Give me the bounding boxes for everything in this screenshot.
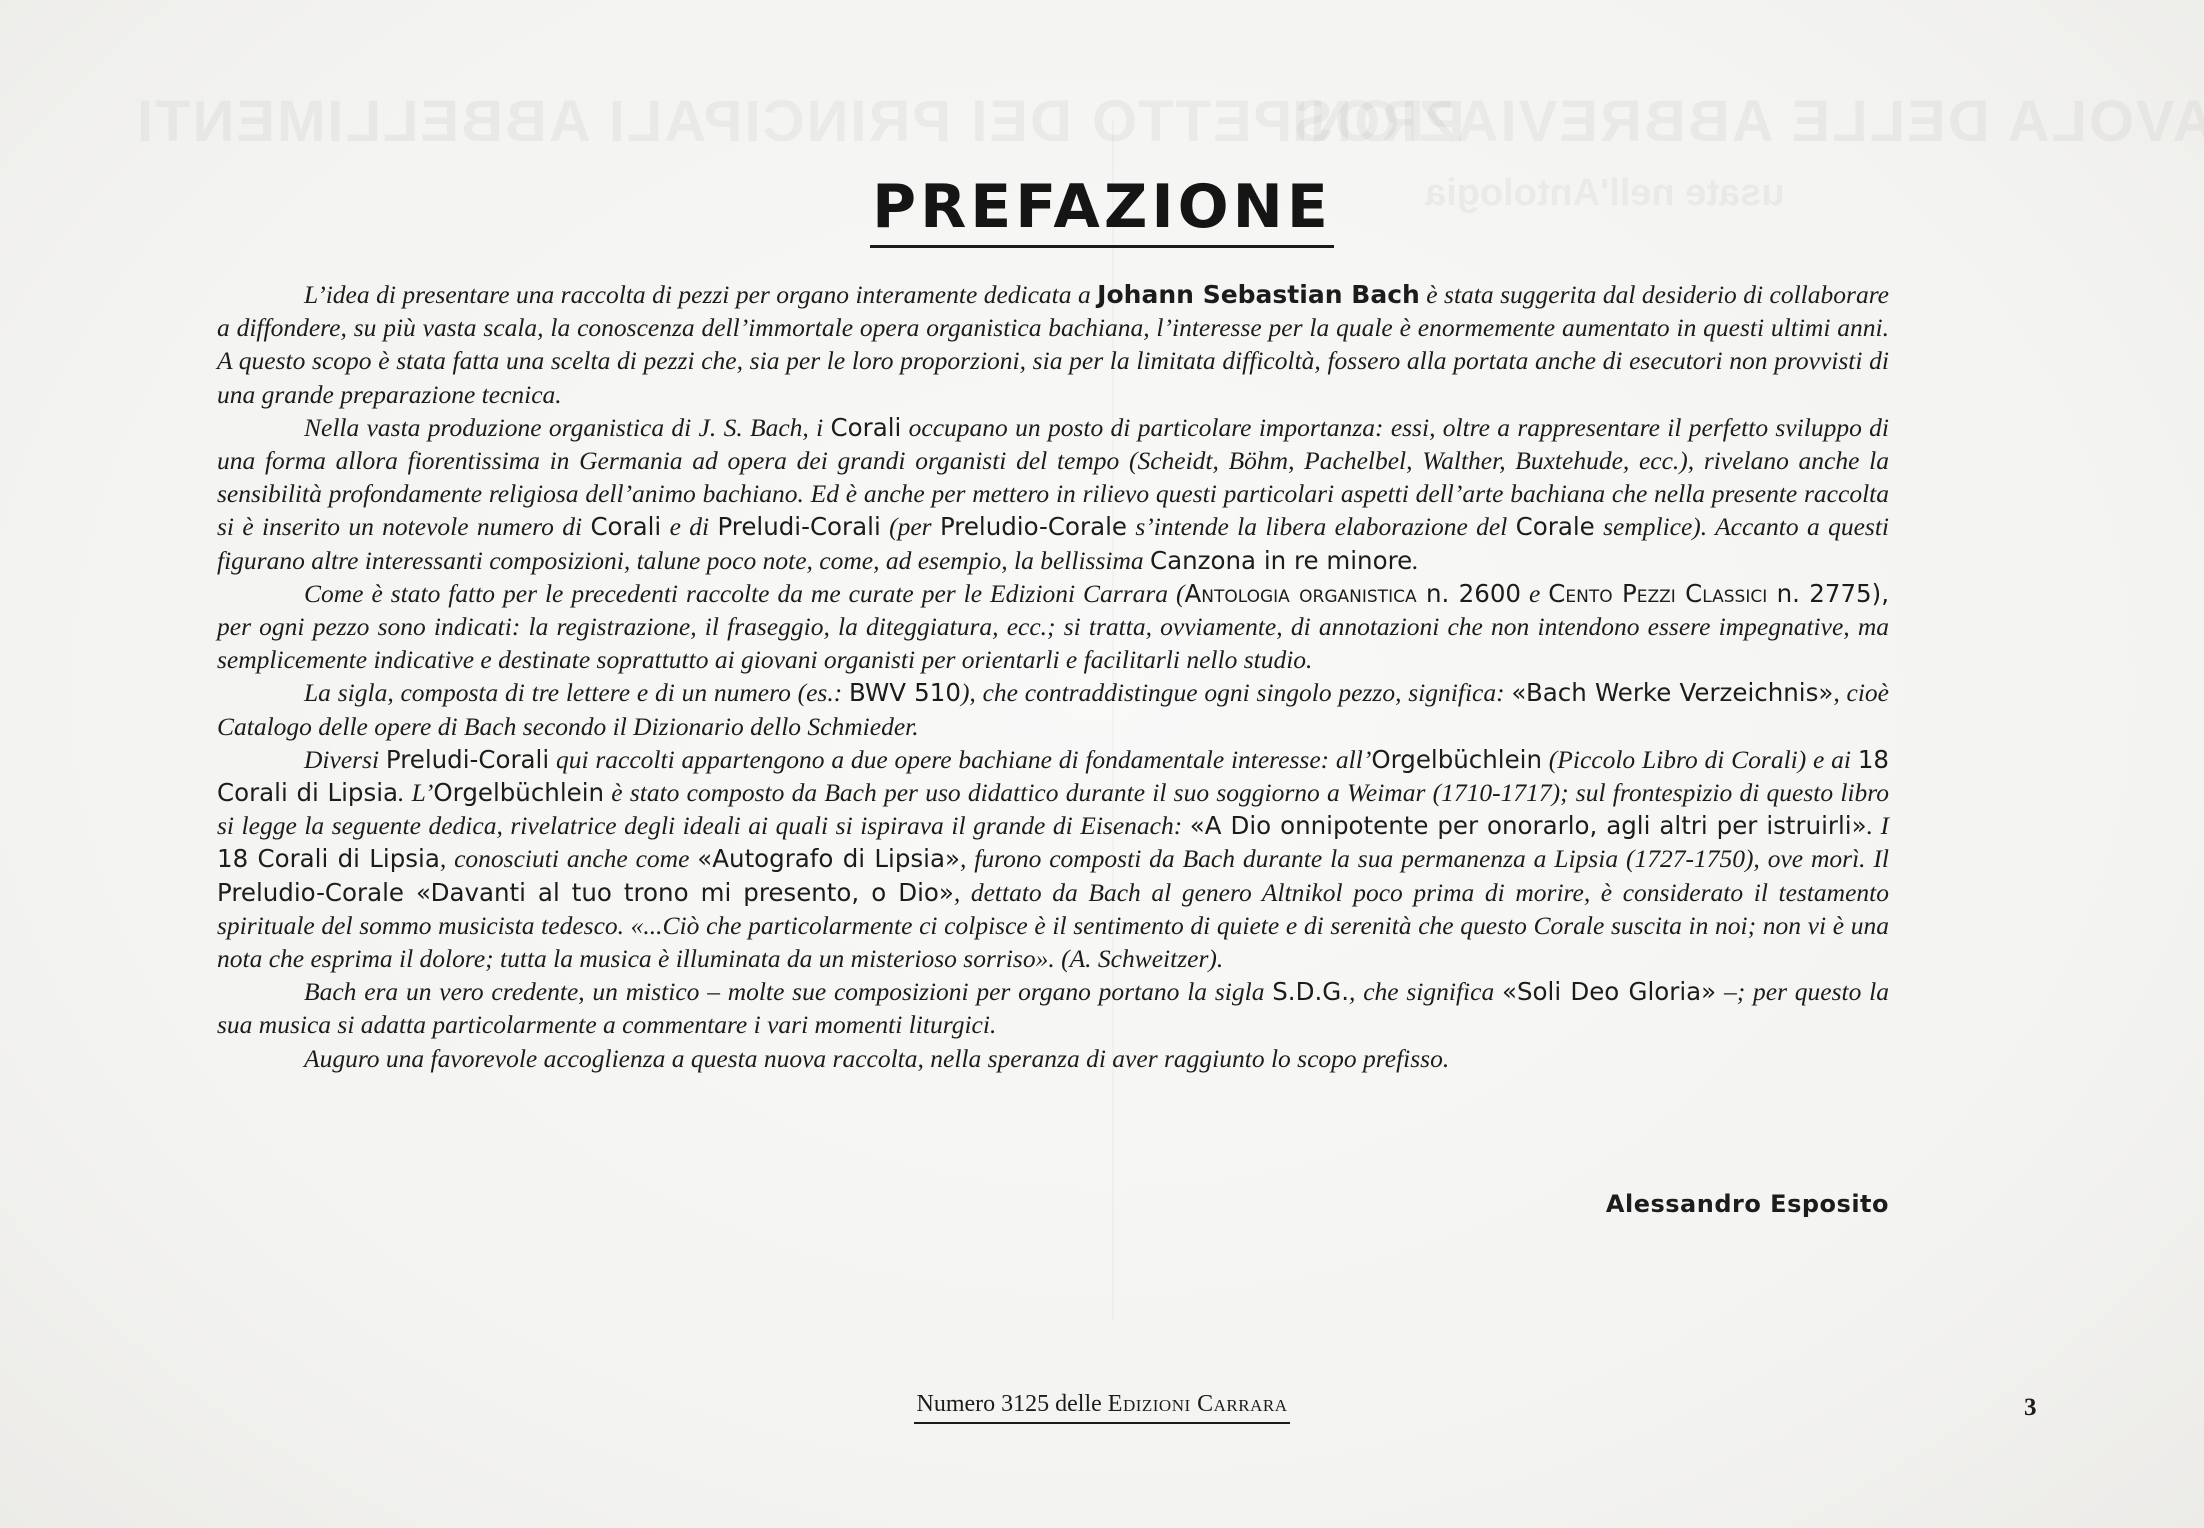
paragraph-4 <box>217 676 1889 742</box>
paragraph-6 <box>217 975 1889 1041</box>
text-run: . L’ <box>398 778 434 808</box>
text-run: per ogni pezzo sono indicati: la registrazione, il fraseggio, la diteggiatura, ecc.; si tratta, ovviamente, di annotazioni che non intendono essere impegnative, ma semplicemente indicative e destinate soprattutto ai giovani organisti per orientarli e facilitarli nello studio. <box>217 612 1889 675</box>
page-title: PREFAZIONE <box>870 176 1334 248</box>
text-run: è stata suggerita dal desiderio di collaborare a diffondere, su più vasta scala, la conoscenza dell’immortale opera organistica bachiana, l’interesse per la quale è enormemente aumentato in questi ultimi anni. A questo scopo è stata fatta una scelta di pezzi che, sia per le loro proporzioni, sia per la limitata difficoltà, fossero alla portata anche di esecutori non provvisti di una grande preparazione tecnica. <box>217 280 1889 409</box>
paragraph-3 <box>217 577 1889 677</box>
text-run: Nella vasta produzione organistica di J. S. Bach, i <box>304 412 831 442</box>
term: Corale <box>1515 512 1595 542</box>
term: 18 Corali di Lipsia <box>217 844 440 874</box>
term: Corali <box>830 412 902 442</box>
text-run: e <box>1521 578 1549 608</box>
publisher-name: Edizioni Carrara <box>1107 1391 1288 1417</box>
term: Preludi-Corali <box>385 744 550 774</box>
text-run: è stato composto da Bach per uso didattico durante il suo soggiorno a Weimar (1710-1717); sul frontespizio di questo libro si legge la seguente dedica, rivelatrice degli ideali ai quali si ispirava il grande di Eisenach: <box>217 778 1890 841</box>
text-run: L’idea di presentare una raccolta di pezzi per organo interamente dedicata a <box>304 280 1098 309</box>
text-run: Bach era un vero credente, un mistico – molte sue composizioni per organo portano la sigla <box>304 977 1273 1007</box>
text-run: qui raccolti appartengono a due opere bachiane di fondamentale interesse: all’ <box>549 744 1372 774</box>
text-run: semplice). Accanto a questi figurano altre interessanti composizioni, talune poco note, come, ad esempio, la bellissima <box>217 512 1889 575</box>
text-run: , che significa <box>1349 977 1503 1007</box>
book-title: Cento Pezzi Classici <box>1548 578 1768 608</box>
title-wrap <box>0 172 2204 248</box>
term: BWV 510 <box>849 678 961 708</box>
text-run: occupano un posto di particolare importanza: essi, oltre a rappresentare il perfetto sviluppo di una forma allora fiorentissima in Germania ad opera dei grandi organisti del tempo (Scheidt, Böhm, Pachelbel, Walther, Buxtehude, ecc.), rivelano anche la sensibilità profondamente religiosa dell’animo bachiano. Ed è anche per mettero in rilievo questi particolari aspetti dell’arte bachiana che nella presente raccolta si è inserito un notevole numero di <box>217 412 1890 542</box>
bleed-through-text-left <box>135 88 1465 155</box>
quote: «A Dio onnipotente per onorarlo, agli altri per istruirli» <box>1189 811 1867 841</box>
term: 18 Corali di Lipsia <box>217 744 1889 808</box>
preface-body <box>217 278 1889 1075</box>
catalog-number: n. 2600 <box>1416 578 1521 608</box>
footer <box>0 1388 2204 1424</box>
paragraph-2 <box>217 411 1889 577</box>
text-run: , cioè Catalogo delle opere di Bach secondo il Dizionario dello Schmieder. <box>217 678 1889 741</box>
term: Orgelbüchlein <box>1371 744 1542 774</box>
text-run: ), che contraddistingue ogni singolo pezzo, significa: <box>960 678 1512 708</box>
page-number: 3 <box>2024 1394 2037 1421</box>
text-run: La sigla, composta di tre lettere e di un numero (es.: <box>304 678 850 708</box>
text-run: (per <box>880 512 940 542</box>
text-run: , furono composti da Bach durante la sua permanenza a Lipsia (1727-1750), ove morì. Il <box>959 844 1889 874</box>
term: Preludio-Corale <box>939 512 1127 542</box>
quote: «Soli Deo Gloria» <box>1502 977 1717 1007</box>
publisher-prefix: Numero 3125 delle <box>916 1391 1108 1417</box>
paragraph-5 <box>217 743 1889 975</box>
quote: «Bach Werke Verzeichnis» <box>1511 678 1834 708</box>
text-run: –; per questo la sua musica si adatta particolarmente a commentare i vari momenti liturgici. <box>217 977 1889 1040</box>
text-run: s’intende la libera elaborazione del <box>1126 512 1516 542</box>
catalog-number: n. 2775), <box>1767 578 1889 608</box>
quote: «Autografo di Lipsia» <box>697 844 960 874</box>
term: Canzona in re minore <box>1150 545 1413 575</box>
text-run: Auguro una favorevole accoglienza a questa nuova raccolta, nella speranza di aver raggiunto lo scopo prefisso. <box>304 1043 1450 1073</box>
text-run: , dettato da Bach al genero Altnikol poco prima di morire, è considerato il testamento spirituale del sommo musicista tedesco. «...Ciò che particolarmente ci colpisce è il sentimento di quiete e di serenità che questo Corale suscita in noi; non vi è una nota che esprima il dolore; tutta la musica è illuminata da un misterioso sorriso». (A. Schweitzer). <box>217 877 1889 974</box>
text-run: . <box>1412 545 1419 575</box>
term: Preludi-Corali <box>717 512 881 542</box>
text-run: Come è stato fatto per le precedenti raccolte da me curate per le Edizioni Carrara ( <box>304 578 1185 608</box>
text-run: . I <box>1866 811 1889 841</box>
text-run: Diversi <box>304 744 386 774</box>
signature: Alessandro Esposito <box>1605 1190 1889 1218</box>
bleed-through-text-right <box>1290 88 2204 155</box>
text-run: e di <box>661 512 718 542</box>
composer-name: Johann Sebastian Bach <box>1097 280 1420 309</box>
term: S.D.G. <box>1272 977 1350 1007</box>
paragraph-1 <box>217 278 1889 411</box>
text-run: , conosciuti anche come <box>439 844 698 874</box>
paragraph-7 <box>217 1042 1889 1075</box>
publisher-line <box>914 1388 1289 1424</box>
text-run: (Piccolo Libro di Corali) e ai <box>1542 744 1858 774</box>
term: Preludio-Corale «Davanti al tuo trono mi presento, o Dio» <box>217 877 954 907</box>
term: Orgelbüchlein <box>433 778 605 808</box>
term: Corali <box>590 512 662 542</box>
book-title: Antologia organistica <box>1184 578 1417 608</box>
